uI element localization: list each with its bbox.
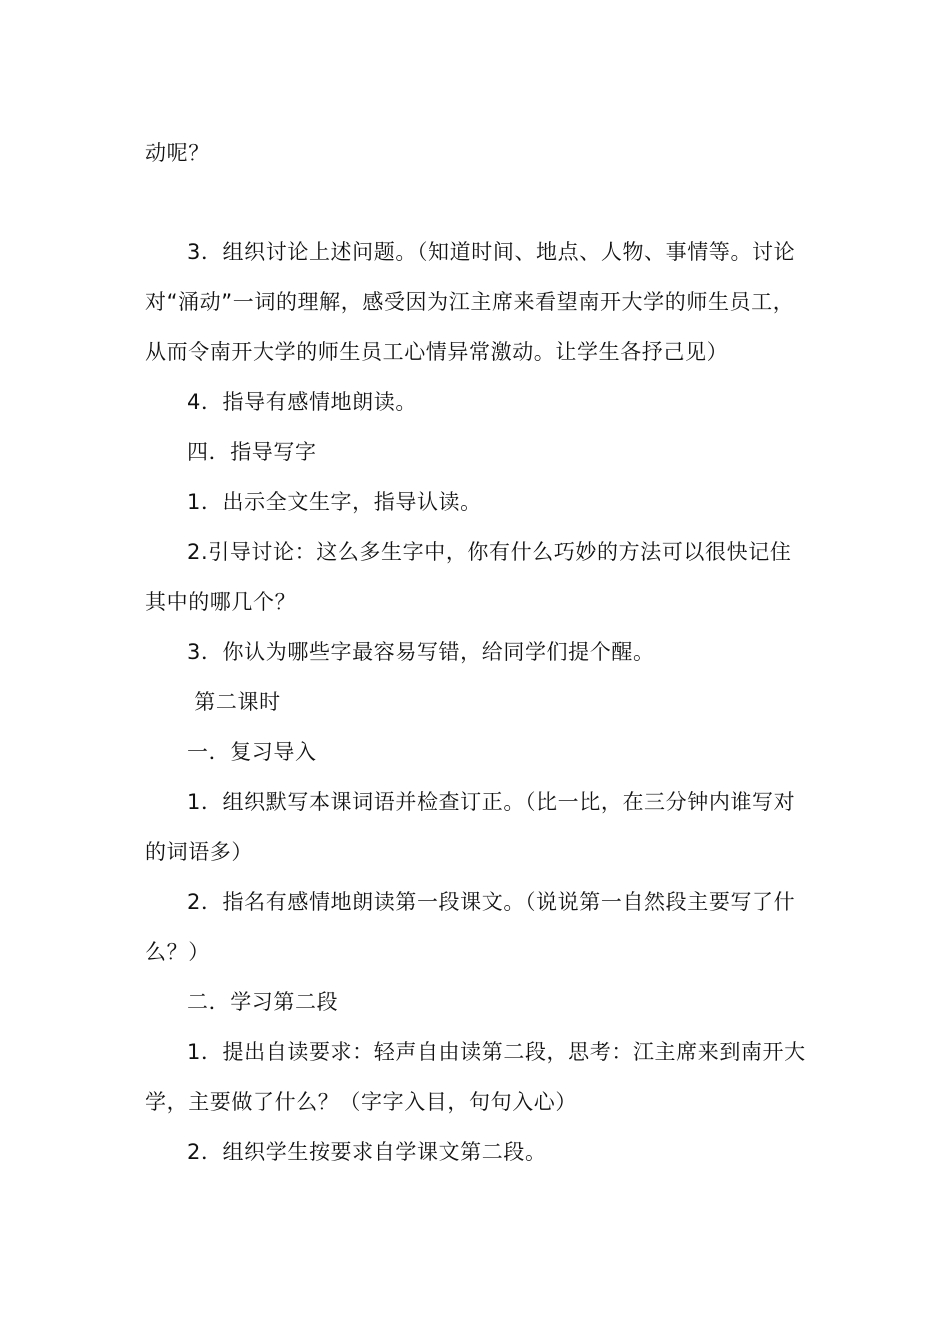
paragraph-common-mistakes: 3．你认为哪些字最容易写错，给同学们提个醒。	[187, 640, 655, 664]
paragraph-self-study: 2．组织学生按要求自学课文第二段。	[187, 1140, 547, 1164]
paragraph-continuation	[145, 128, 810, 178]
paragraph-discussion: 3．组织讨论上述问题。（知道时间、地点、人物、事情等。讨论对“涌动”一词的理解，感受因为江主席来看望南开大学的师生员工，从而令南开大学的师生员工心情异常激动。让学生各抒己见）	[145, 240, 796, 364]
section-heading-review: 一．复习导入	[187, 740, 317, 764]
paragraph: 动呢？	[145, 141, 210, 165]
paragraph-reading: 4．指导有感情地朗读。	[187, 390, 417, 414]
paragraph-self-reading: 1．提出自读要求：轻声自由读第二段，思考：江主席来到南开大学，主要做了什么？（字字入目，句句入心）	[145, 1040, 806, 1114]
paragraph-show-characters: 1．出示全文生字，指导认读。	[187, 490, 482, 514]
paragraph-dictation: 1．组织默写本课词语并检查订正。（比一比，在三分钟内谁写对的词语多）	[145, 790, 796, 864]
paragraph-read-first-section: 2．指名有感情地朗读第一段课文。（说说第一自然段主要写了什么？）	[145, 890, 796, 964]
section-heading-writing: 四．指导写字	[187, 440, 317, 464]
body-text	[145, 227, 810, 1177]
lesson-heading-second: 第二课时	[187, 690, 281, 714]
section-heading-second-part: 二．学习第二段	[187, 990, 339, 1014]
paragraph-guide-discussion: 2.引导讨论：这么多生字中，你有什么巧妙的方法可以很快记住其中的哪几个？	[145, 540, 792, 614]
